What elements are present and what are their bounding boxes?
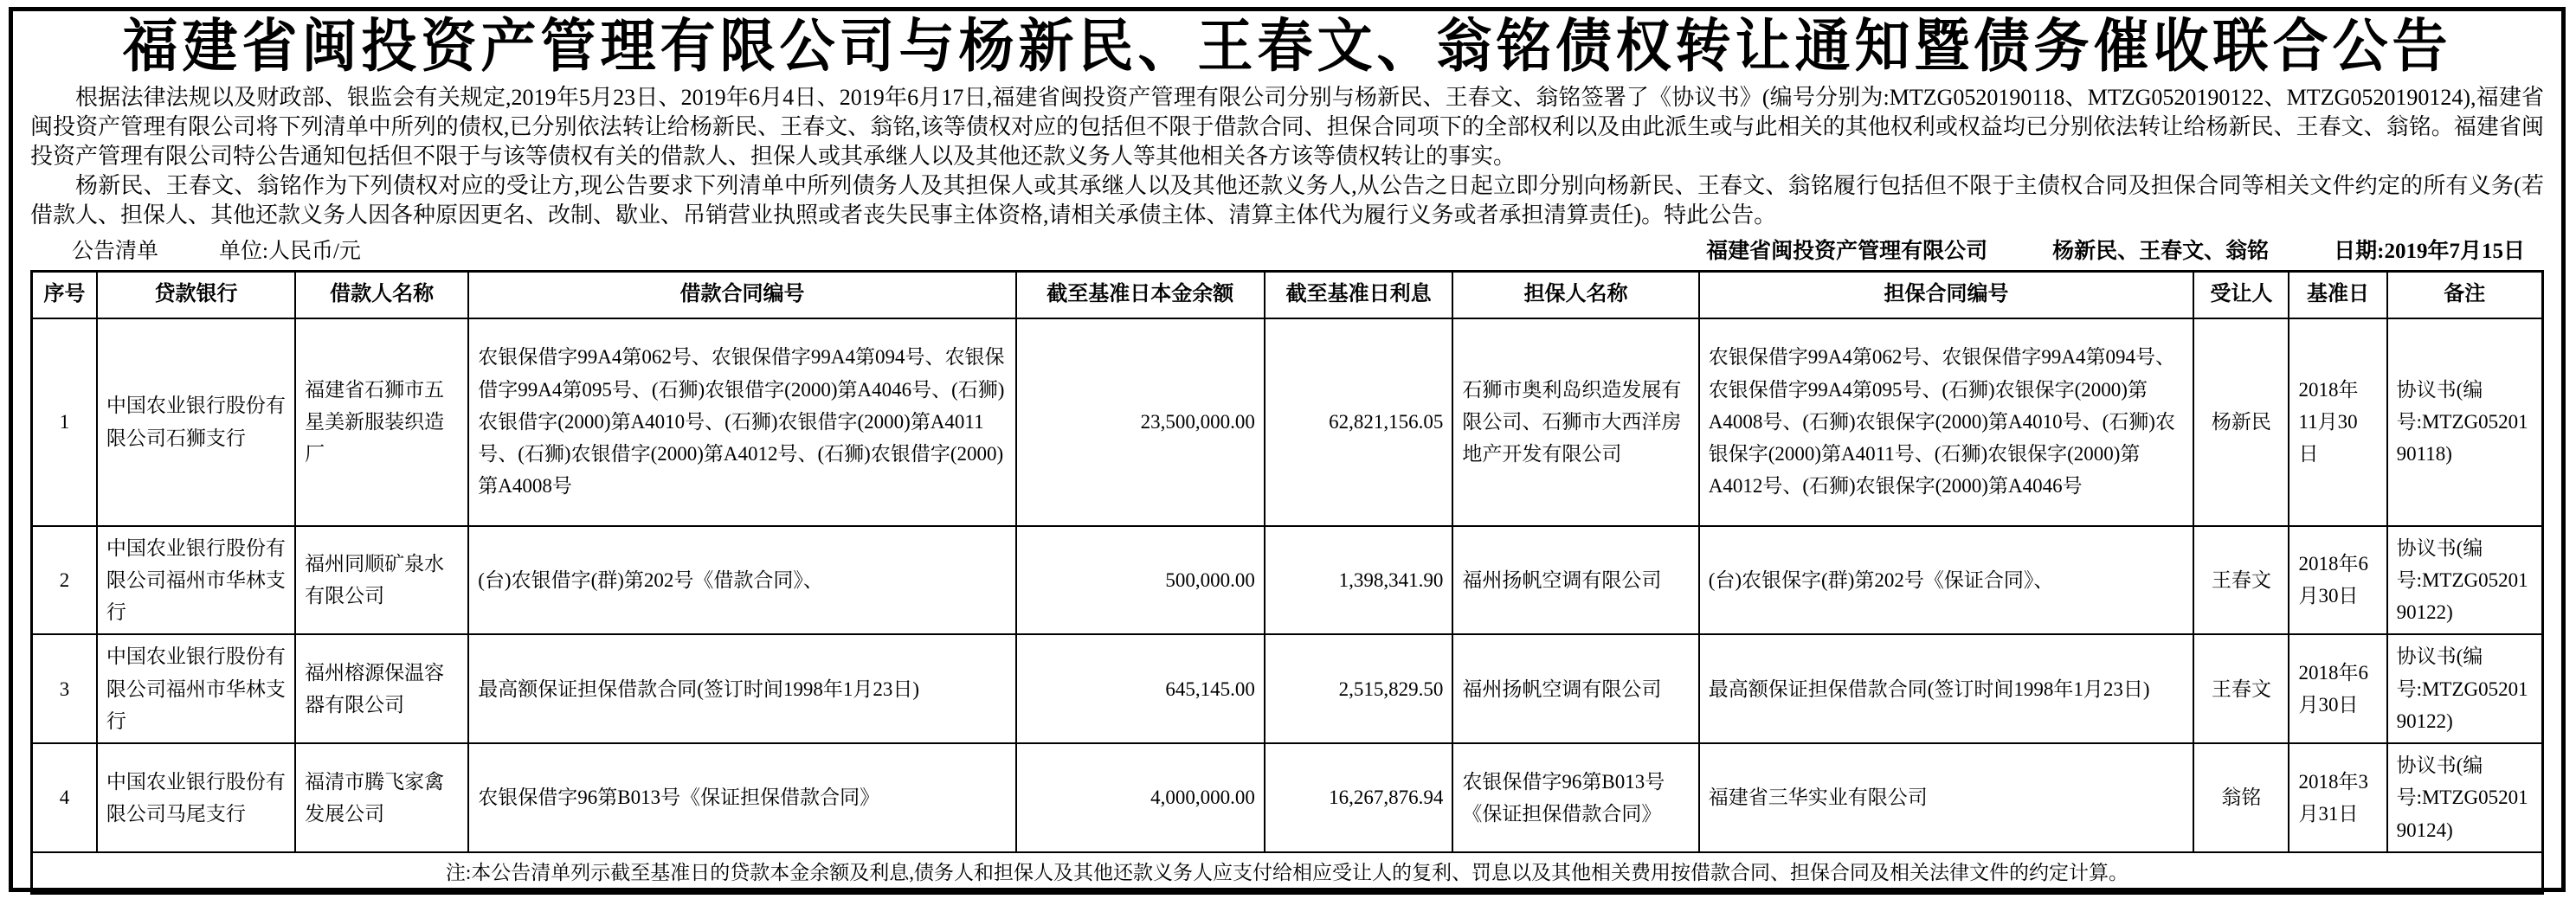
cell-loan-contract-no: 农银保借字99A4第062号、农银保借字99A4第094号、农银保借字99A4第095号、(石狮)农银借字(2000)第A4046号、(石狮)农银借字(2000)第A4010号、(石狮)农银借字(2000)第A4011号、(石狮)农银借字(2000)第A4012号、(石狮)农银借字(2000)第A4008号 bbox=[468, 318, 1015, 526]
table-row bbox=[32, 526, 2543, 635]
cell-guarantor-name: 石狮市奥利岛织造发展有限公司、石狮市大西洋房地产开发有限公司 bbox=[1452, 318, 1698, 526]
column-header-loan-bank: 贷款银行 bbox=[97, 272, 295, 318]
list-header-left bbox=[72, 237, 361, 266]
cell-guarantor-name: 福州扬帆空调有限公司 bbox=[1452, 526, 1698, 635]
table-header-row bbox=[32, 272, 2543, 318]
paragraph-debt-collection: 杨新民、王春文、翁铭作为下列债权对应的受让方,现公告要求下列清单中所列债务人及其担保人或其承继人以及其他还款义务人,从公告之日起立即分别向杨新民、王春文、翁铭履行包括但不限于主债权合同及担保合同等相关文件约定的所有义务(若借款人、担保人、其他还款义务人因各种原因更名、改制、歇业、吊销营业执照或者丧失民事主体资格,请相关承债主体、清算主体代为履行义务或者承担清算责任)。特此公告。 bbox=[30, 173, 2544, 228]
cell-base-date: 2018年6月30日 bbox=[2289, 634, 2386, 743]
cell-base-date: 2018年6月30日 bbox=[2289, 526, 2386, 635]
cell-interest: 1,398,341.90 bbox=[1265, 526, 1453, 635]
assignee-names: 杨新民、王春文、翁铭 bbox=[2052, 240, 2270, 264]
cell-interest: 2,515,829.50 bbox=[1265, 634, 1453, 743]
cell-assignee: 王春文 bbox=[2193, 634, 2289, 743]
list-title: 公告清单 bbox=[72, 240, 159, 264]
cell-borrower-name: 福清市腾飞家禽发展公司 bbox=[295, 743, 468, 852]
cell-serial: 4 bbox=[32, 743, 97, 852]
cell-loan-contract-no: (台)农银借字(群)第202号《借款合同》、 bbox=[468, 526, 1015, 635]
cell-principal-balance: 23,500,000.00 bbox=[1016, 318, 1265, 526]
announcement-page bbox=[9, 7, 2566, 892]
cell-loan-bank: 中国农业银行股份有限公司福州市华林支行 bbox=[97, 526, 295, 635]
cell-principal-balance: 500,000.00 bbox=[1016, 526, 1265, 635]
debt-transfer-table bbox=[30, 270, 2544, 895]
cell-loan-bank: 中国农业银行股份有限公司福州市华林支行 bbox=[97, 634, 295, 743]
cell-guarantee-contract-no: 最高额保证担保借款合同(签订时间1998年1月23日) bbox=[1699, 634, 2194, 743]
cell-borrower-name: 福州同顺矿泉水有限公司 bbox=[295, 526, 468, 635]
column-header-interest: 截至基准日利息 bbox=[1265, 272, 1453, 318]
cell-guarantee-contract-no: 农银保借字99A4第062号、农银保借字99A4第094号、农银保借字99A4第095号、(石狮)农银保字(2000)第A4008号、(石狮)农银保字(2000)第A4010号、(石狮)农银保字(2000)第A4011号、(石狮)农银保字(2000)第A4012号、(石狮)农银保字(2000)第A4046号 bbox=[1699, 318, 2194, 526]
column-header-principal-balance: 截至基准日本金余额 bbox=[1016, 272, 1265, 318]
cell-principal-balance: 645,145.00 bbox=[1016, 634, 1265, 743]
column-header-loan-contract-no: 借款合同编号 bbox=[468, 272, 1015, 318]
transferor-company-name: 福建省闽投资产管理有限公司 bbox=[1706, 240, 1988, 264]
cell-loan-contract-no: 农银保借字96第B013号《保证担保借款合同》 bbox=[468, 743, 1015, 852]
column-header-guarantor-name: 担保人名称 bbox=[1452, 272, 1698, 318]
table-footnote: 注:本公告清单列示截至基准日的贷款本金余额及利息,债务人和担保人及其他还款义务人应支付给相应受让人的复利、罚息以及其他相关费用按借款合同、担保合同及相关法律文件的约定计算。 bbox=[32, 852, 2543, 894]
cell-principal-balance: 4,000,000.00 bbox=[1016, 743, 1265, 852]
column-header-base-date: 基准日 bbox=[2289, 272, 2386, 318]
table-note-row bbox=[32, 852, 2543, 894]
cell-guarantor-name: 农银保借字96第B013号《保证担保借款合同》 bbox=[1452, 743, 1698, 852]
cell-serial: 2 bbox=[32, 526, 97, 635]
cell-assignee: 杨新民 bbox=[2193, 318, 2289, 526]
cell-assignee: 王春文 bbox=[2193, 526, 2289, 635]
table-row bbox=[32, 634, 2543, 743]
cell-interest: 62,821,156.05 bbox=[1265, 318, 1453, 526]
cell-interest: 16,267,876.94 bbox=[1265, 743, 1453, 852]
list-header-right bbox=[1706, 237, 2537, 266]
cell-base-date: 2018年11月30日 bbox=[2289, 318, 2386, 526]
column-header-assignee: 受让人 bbox=[2193, 272, 2289, 318]
cell-remark: 协议书(编号:MTZG0520190118) bbox=[2387, 318, 2543, 526]
cell-loan-contract-no: 最高额保证担保借款合同(签订时间1998年1月23日) bbox=[468, 634, 1015, 743]
page-title: 福建省闽投资产管理有限公司与杨新民、王春文、翁铭债权转让通知暨债务催收联合公告 bbox=[122, 13, 2452, 79]
cell-assignee: 翁铭 bbox=[2193, 743, 2289, 852]
cell-borrower-name: 福建省石狮市五星美新服装织造厂 bbox=[295, 318, 468, 526]
column-header-guarantee-contract-no: 担保合同编号 bbox=[1699, 272, 2194, 318]
announcement-date: 日期:2019年7月15日 bbox=[2334, 240, 2525, 264]
cell-guarantee-contract-no: (台)农银保字(群)第202号《保证合同》、 bbox=[1699, 526, 2194, 635]
column-header-serial: 序号 bbox=[32, 272, 97, 318]
cell-loan-bank: 中国农业银行股份有限公司马尾支行 bbox=[97, 743, 295, 852]
column-header-remark: 备注 bbox=[2387, 272, 2543, 318]
cell-serial: 3 bbox=[32, 634, 97, 743]
currency-unit-label: 单位:人民币/元 bbox=[219, 240, 361, 264]
cell-guarantee-contract-no: 福建省三华实业有限公司 bbox=[1699, 743, 2194, 852]
paragraph-transfer-notice: 根据法律法规以及财政部、银监会有关规定,2019年5月23日、2019年6月4日、2019年6月17日,福建省闽投资产管理有限公司分别与杨新民、王春文、翁铭签署了《协议书》(编号分别为:MTZG0520190118、MTZG0520190122、MTZG0520190124),福建省闽投资产管理有限公司将下列清单中所列的债权,已分别依法转让给杨新民、王春文、翁铭,该等债权对应的包括但不限于借款合同、担保合同项下的全部权利以及由此派生或与此相关的其他权利或权益均已分别依法转让给杨新民、王春文、翁铭。福建省闽投资产管理有限公司特公告通知包括但不限于与该等债权有关的借款人、担保人或其承继人以及其他还款义务人等其他相关各方该等债权转让的事实。 bbox=[30, 85, 2544, 170]
list-header bbox=[30, 237, 2544, 270]
cell-base-date: 2018年3月31日 bbox=[2289, 743, 2386, 852]
cell-guarantor-name: 福州扬帆空调有限公司 bbox=[1452, 634, 1698, 743]
cell-serial: 1 bbox=[32, 318, 97, 526]
cell-remark: 协议书(编号:MTZG0520190122) bbox=[2387, 634, 2543, 743]
announcement-body bbox=[30, 83, 2544, 230]
table-row bbox=[32, 743, 2543, 852]
table-row bbox=[32, 318, 2543, 526]
cell-remark: 协议书(编号:MTZG0520190124) bbox=[2387, 743, 2543, 852]
cell-borrower-name: 福州榕源保温容器有限公司 bbox=[295, 634, 468, 743]
column-header-borrower-name: 借款人名称 bbox=[295, 272, 468, 318]
cell-loan-bank: 中国农业银行股份有限公司石狮支行 bbox=[97, 318, 295, 526]
cell-remark: 协议书(编号:MTZG0520190122) bbox=[2387, 526, 2543, 635]
